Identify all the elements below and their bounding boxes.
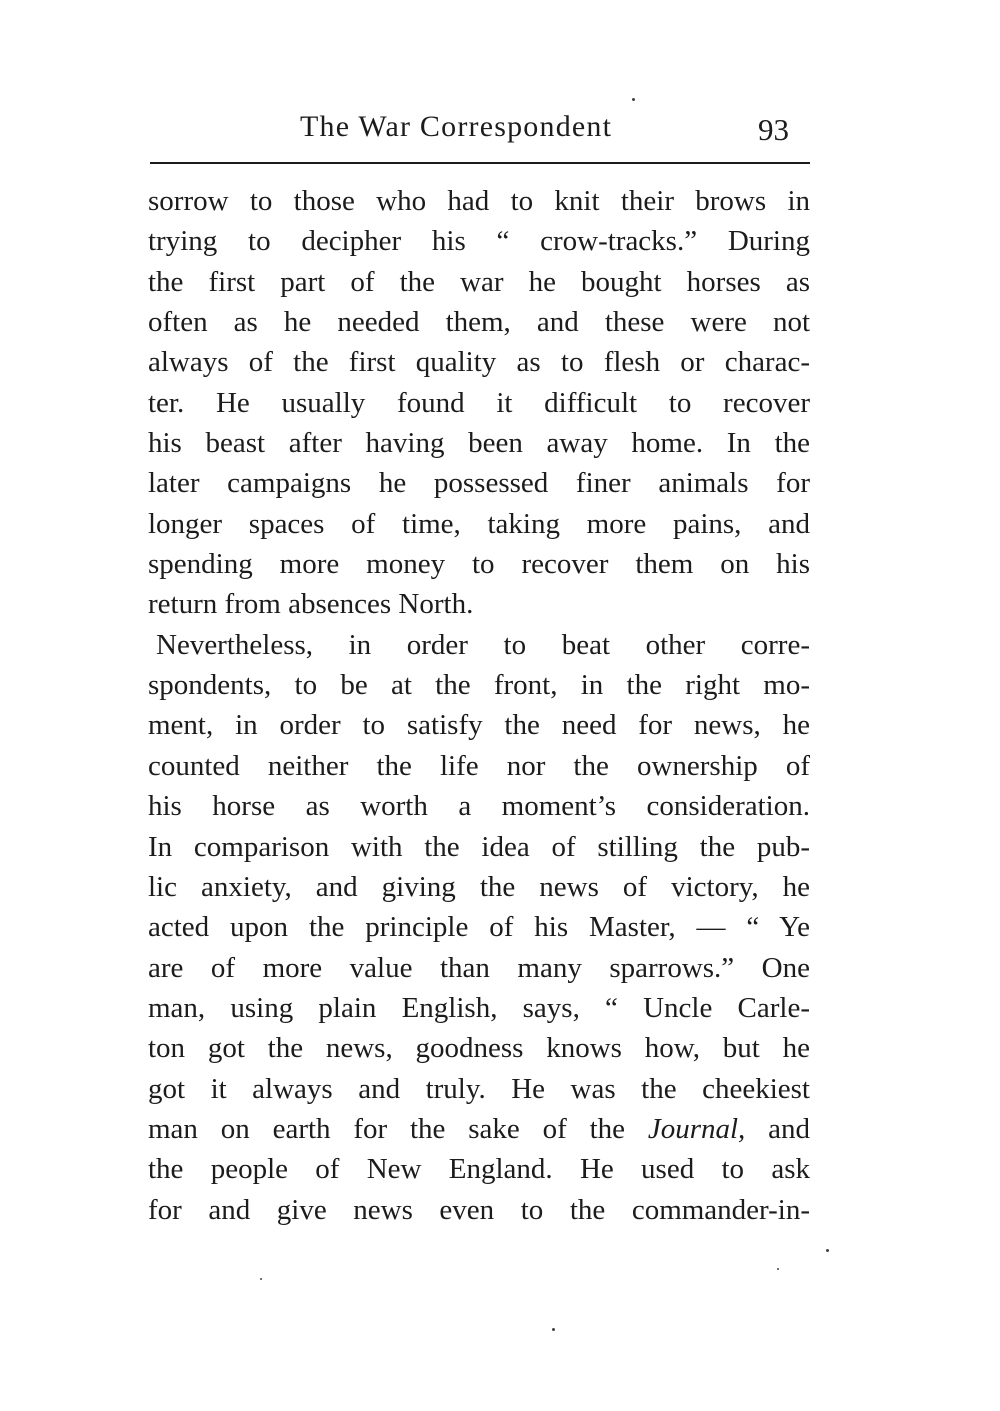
text-line: counted neither the life nor the ownership of <box>148 749 810 782</box>
text-line: spending more money to recover them on his <box>148 548 810 581</box>
text-line: lic anxiety, and giving the news of victory, he <box>148 870 810 903</box>
text-line: man, using plain English, says, “ Uncle Carle- <box>148 991 810 1024</box>
text-line: sorrow to those who had to knit their brows in <box>148 185 810 217</box>
text-line: are of more value than many sparrows.” One <box>148 951 810 984</box>
text-line: ter. He usually found it difficult to recover <box>148 386 810 419</box>
text-line: trying to decipher his “ crow-tracks.” During <box>148 225 810 258</box>
text-line: ton got the news, goodness knows how, but he <box>148 1032 810 1065</box>
text-line: his horse as worth a moment’s consideration. <box>148 790 810 823</box>
text-line: got it always and truly. He was the cheekiest <box>148 1072 810 1105</box>
text-line-end: and <box>745 1112 810 1145</box>
text-line: for and give news even to the commander-in- <box>148 1193 810 1226</box>
print-speck <box>552 1328 555 1331</box>
text-line: ment, in order to satisfy the need for news, he <box>148 709 810 742</box>
text-line: acted upon the principle of his Master, — “ Ye <box>148 911 810 944</box>
paragraph-end-line: return from absences North. <box>148 588 474 621</box>
paragraph-start-line: Nevertheless, in order to beat other corre- <box>156 628 810 661</box>
text-line: the people of New England. He used to ask <box>148 1153 810 1186</box>
text-line: In comparison with the idea of stilling the pub- <box>148 830 810 863</box>
header-rule <box>150 162 810 164</box>
text-line: later campaigns he possessed finer animals for <box>148 467 810 500</box>
text-line: often as he needed them, and these were not <box>148 306 810 339</box>
print-speck <box>777 1268 779 1270</box>
text-line: always of the first quality as to flesh or charac- <box>148 346 810 379</box>
text-line: his beast after having been away home. In the <box>148 427 810 460</box>
text-line-start: man on earth for the sake of the <box>148 1112 648 1145</box>
text-line: spondents, to be at the front, in the right mo- <box>148 669 810 702</box>
page-number: 93 <box>758 112 789 147</box>
text-line: the first part of the war he bought horses as <box>148 265 810 298</box>
print-speck <box>826 1249 829 1252</box>
text-line: longer spaces of time, taking more pains, and <box>148 507 810 540</box>
running-title: The War Correspondent <box>300 110 613 143</box>
print-speck <box>260 1278 262 1280</box>
body-text <box>148 181 810 1230</box>
journal-italic: Journal, <box>647 1112 746 1145</box>
print-speck <box>632 98 635 101</box>
text-line <box>148 1109 810 1149</box>
